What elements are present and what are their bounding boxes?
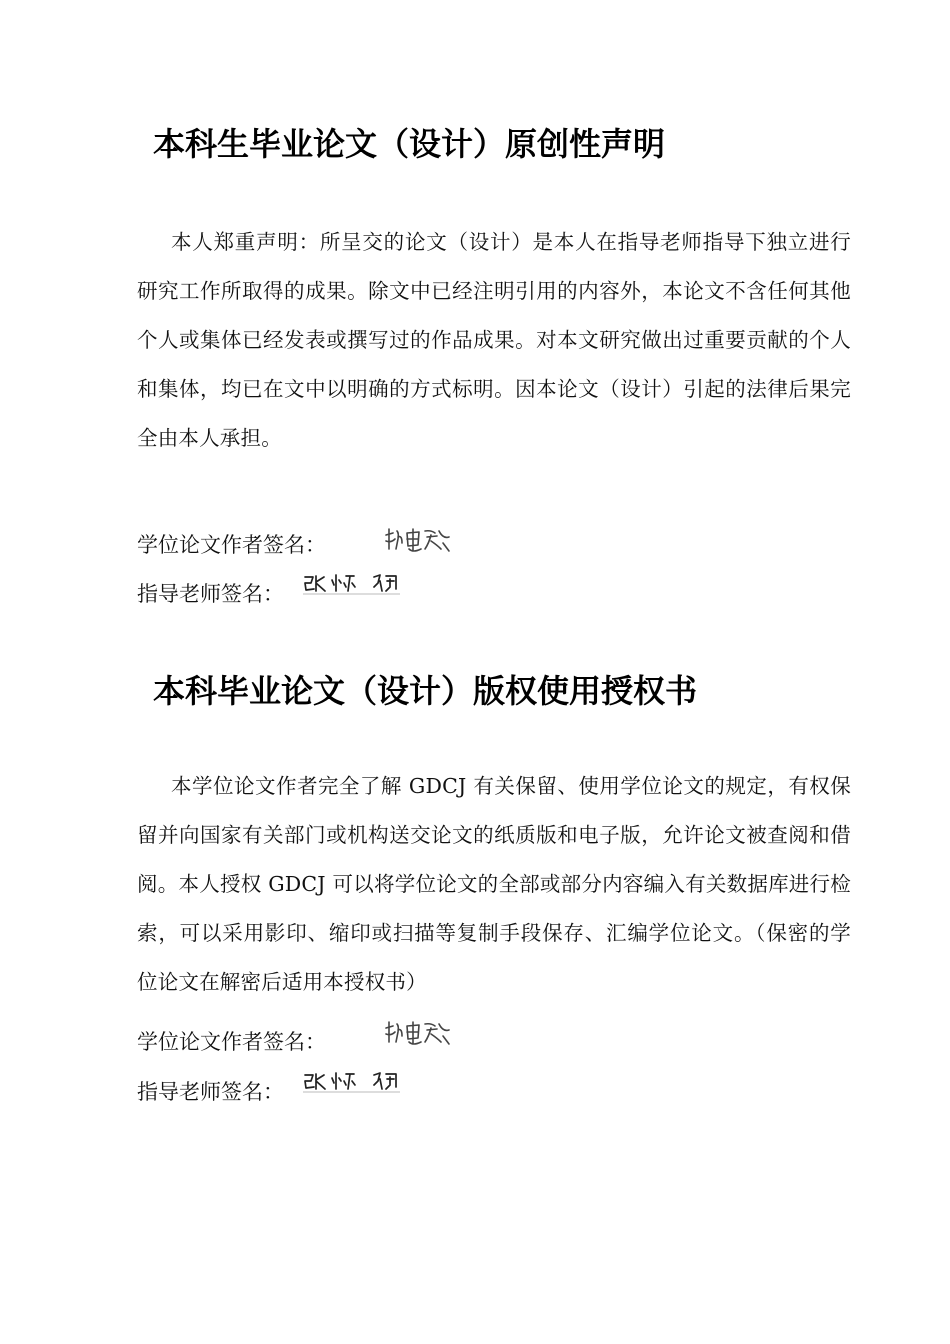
- author-handwritten-signature: [383, 1018, 453, 1050]
- authorization-advisor-signature-label: 指导老师签名：: [137, 1080, 284, 1104]
- declaration-author-signature-label: 学位论文作者签名：: [137, 533, 326, 557]
- declaration-advisor-signature-label: 指导老师签名：: [137, 582, 284, 606]
- declaration-body: 本人郑重声明：所呈交的论文（设计）是本人在指导老师指导下独立进行研究工作所取得的成果。除文中已经注明引用的内容外，本论文不含任何其他个人或集体已经发表或撰写过的作品成果。对本文研究做出过重要贡献的个人和集体，均已在文中以明确的方式标明。因本论文（设计）引起的法律后果完全由本人承担。: [137, 230, 851, 450]
- authorization-author-signature-label: 学位论文作者签名：: [137, 1030, 326, 1054]
- advisor-handwritten-signature: [302, 1069, 402, 1095]
- declaration-title: 本科生毕业论文（设计）原创性声明: [153, 125, 666, 163]
- authorization-title: 本科毕业论文（设计）版权使用授权书: [153, 672, 698, 710]
- authorization-body: 本学位论文作者完全了解 GDCJ 有关保留、使用学位论文的规定，有权保留并向国家有关部门或机构送交论文的纸质版和电子版，允许论文被查阅和借阅。本人授权 GDCJ 可以将学位论文的全部或部分内容编入有关数据库进行检索，可以采用影印、缩印或扫描等复制手段保存、汇编学位论文。（保密的学位论文在解密后适用本授权书）: [137, 774, 851, 994]
- advisor-handwritten-signature: [302, 571, 402, 597]
- author-handwritten-signature: [383, 525, 453, 557]
